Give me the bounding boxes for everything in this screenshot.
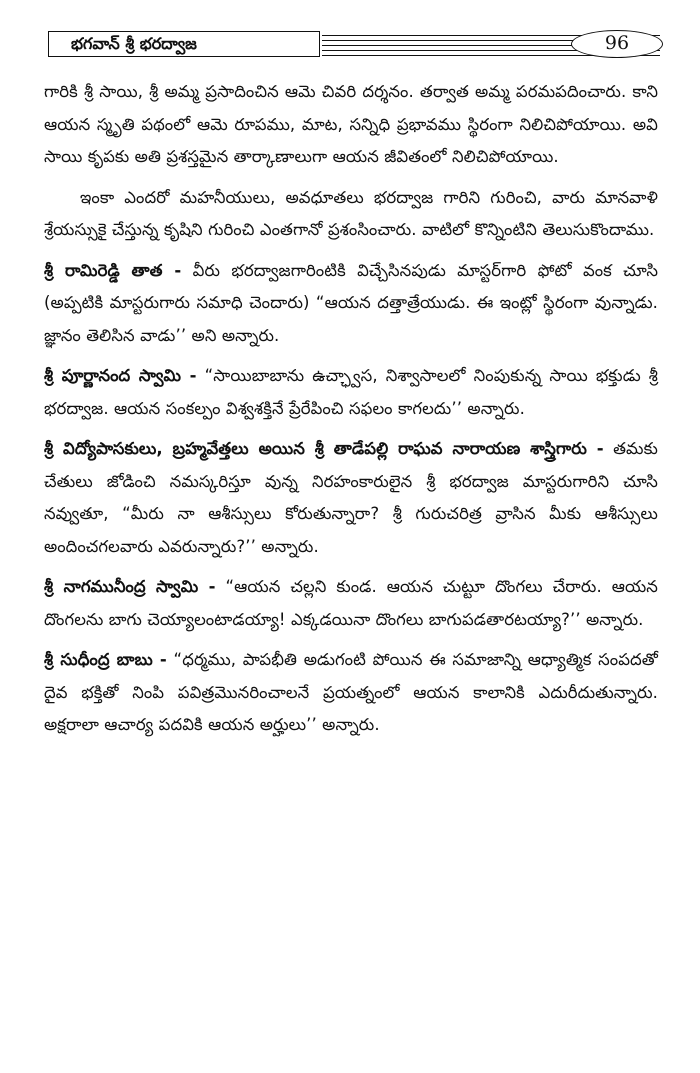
paragraph <box>44 255 658 353</box>
body-text <box>44 76 658 750</box>
running-title: భగవాన్ శ్రీ భరద్వాజ <box>48 31 320 57</box>
paragraph <box>44 433 658 563</box>
paragraph-text: “సాయిబాబాను ఉచ్ఛ్వాస, నిశ్వాసాలలో నింపుకున్న సాయి భక్తుడు శ్రీ భరద్వాజ. ఆయన సంకల్పం విశ్వశక్తినే ప్రేరేపించి సఫలం కాగలదు’’ అన్నారు. <box>44 366 658 418</box>
paragraph-heading: శ్రీ రామిరెడ్డి తాత - <box>44 260 182 280</box>
paragraph-text: తమకు చేతులు జోడించి నమస్కరిస్తూ వున్న నిరహంకారులైన శ్రీ భరద్వాజ మాస్టరుగారిని చూసి నవ్వుతూ, “మీరు నా ఆశీస్సులు కోరుతున్నారా? శ్రీ గురుచరిత్ర వ్రాసిన మీకు ఆశీస్సులు అందించగలవారు ఎవరున్నారు?’’ అన్నారు. <box>44 439 658 556</box>
paragraph-heading: శ్రీ సుధీంద్ర బాబు - <box>44 650 167 669</box>
page-number: 96 <box>571 30 663 58</box>
paragraph-text: గారికి శ్రీ సాయి, శ్రీ అమ్మ ప్రసాదించిన ఆమె చివరి దర్శనం. తర్వాత అమ్మ పరమపదించారు. కాని ఆయన స్మృతి పథంలో ఆమె రూపము, మాట, సన్నిధి ప్రభావము స్థిరంగా నిలిచిపోయాయి. అవి సాయి కృపకు అతి ప్రశస్తమైన తార్కాణాలుగా ఆయన జీవితంలో నిలిచిపోయాయి. <box>44 82 658 166</box>
paragraph-text: “ఆయన చల్లని కుండ. ఆయన చుట్టూ దొంగలు చేరారు. ఆయన దొంగలను బాగు చెయ్యాలంటాడయ్యా! ఎక్కడయినా దొంగలు బాగుపడతారటయ్యా?’’ అన్నారు. <box>44 577 658 629</box>
paragraph-text: “ధర్మము, పాపభీతి అడుగంటి పోయిన ఈ సమాజాన్ని ఆధ్యాత్మిక సంపదతో దైవ భక్తితో నింపి పవిత్రమొనరించాలనే ప్రయత్నంలో ఆయన కాలానికి ఎదురీదుతున్నారు. అక్షరాలా ఆచార్య పదవికి ఆయన అర్హులు’’ అన్నారు. <box>44 650 658 734</box>
paragraph-text: ఇంకా ఎందరో మహనీయులు, అవధూతలు భరద్వాజ గారిని గురించి, వారు మానవాళి శ్రేయస్సుకై చేస్తున్న కృషిని గురించి ఎంతగానో ప్రశంసించారు. వాటిలో కొన్నింటిని తెలుసుకొందాము. <box>44 187 658 239</box>
paragraph <box>44 571 658 636</box>
paragraph <box>44 644 658 742</box>
paragraph <box>44 182 658 247</box>
page-header <box>48 30 660 62</box>
paragraph-heading: శ్రీ పూర్ణానంద స్వామి - <box>44 366 197 385</box>
paragraph <box>44 360 658 425</box>
paragraph-heading: శ్రీ నాగమునీంద్ర స్వామి - <box>44 577 216 596</box>
paragraph-text: వీరు భరద్వాజగారింటికి విచ్చేసినపుడు మాస్టర్‌గారి ఫోటో వంక చూసి (అప్పటికి మాస్టరుగారు సమాధి చెందారు) “ఆయన దత్తాత్రేయుడు. ఈ ఇంట్లో స్థిరంగా వున్నాడు. జ్ఞానం తెలిసిన వాడు’’ అని అన్నారు. <box>44 260 659 345</box>
paragraph <box>44 76 658 174</box>
paragraph-heading: శ్రీ విద్యోపాసకులు, బ్రహ్మవేత్తలు అయిన శ్రీ తాడేపల్లి రాఘవ నారాయణ శాస్త్రిగారు - <box>44 439 604 458</box>
